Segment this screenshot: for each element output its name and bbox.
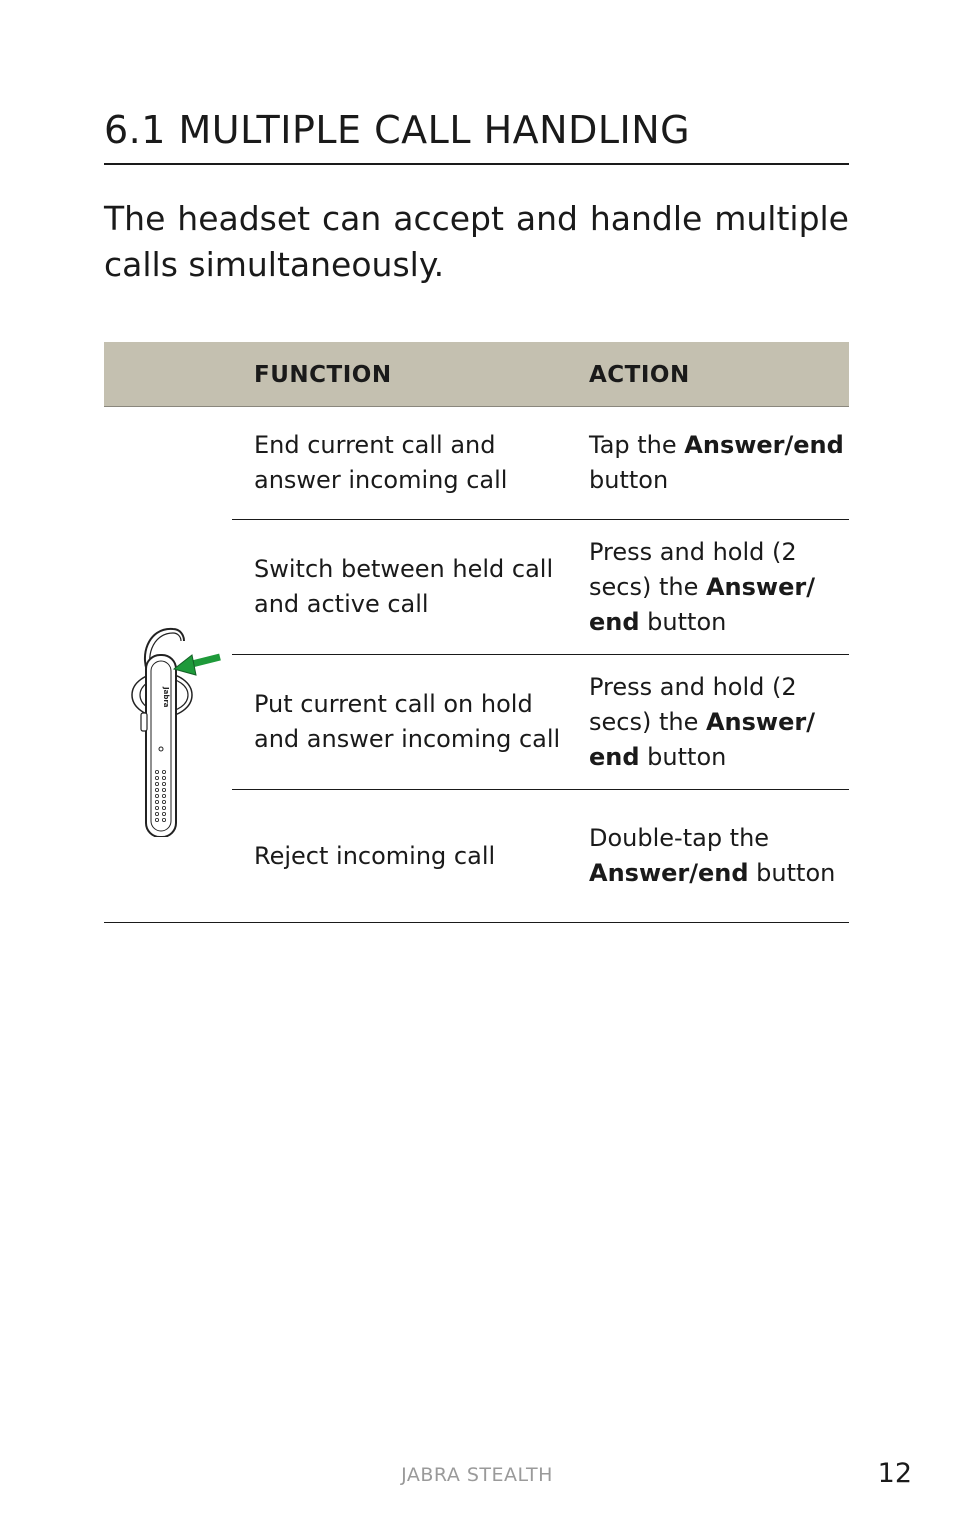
action-text: button	[639, 742, 727, 771]
row-action	[589, 428, 849, 498]
headset-illustration-icon	[128, 617, 228, 837]
table-body	[104, 407, 849, 923]
table-row	[232, 655, 849, 790]
row-function: End current call and answer incoming call	[254, 431, 508, 494]
footer-product-name: JABRA STEALTH	[401, 1464, 553, 1486]
row-function: Put current call on hold and answer incoming call	[254, 690, 561, 753]
row-action	[589, 821, 849, 891]
action-text: Press and hold (2 secs) the	[589, 537, 797, 601]
answer-end-button-label: Answer/ end	[589, 707, 815, 771]
intro-paragraph: The headset can accept and handle multiple calls simultaneously.	[104, 199, 849, 284]
table-header	[104, 342, 849, 407]
action-text: button	[639, 607, 727, 636]
title-divider	[104, 163, 849, 165]
answer-end-button-label: Answer/end	[589, 859, 749, 887]
action-text: button	[748, 859, 836, 887]
action-text: Tap the	[589, 431, 685, 459]
section-title: 6.1 MULTIPLE CALL HANDLING	[104, 108, 691, 152]
call-handling-table	[104, 342, 849, 923]
row-function: Switch between held call and active call	[254, 555, 554, 618]
row-function: Reject incoming call	[254, 841, 496, 870]
action-text: Double-tap the	[589, 824, 770, 852]
table-row	[232, 407, 849, 520]
action-text: Press and hold (2 secs) the	[589, 672, 797, 736]
answer-end-button-label: Answer/ end	[589, 572, 815, 636]
header-action: ACTION	[589, 362, 690, 388]
action-text: button	[589, 466, 669, 494]
row-action	[589, 670, 849, 775]
brand-text: Jabra	[162, 687, 170, 708]
row-action	[589, 535, 849, 640]
table-row	[232, 790, 849, 922]
page-number: 12	[877, 1458, 912, 1489]
answer-end-button-label: Answer/end	[684, 431, 844, 459]
table-row	[232, 520, 849, 655]
green-arrow-icon	[174, 655, 220, 675]
header-function: FUNCTION	[254, 362, 392, 388]
